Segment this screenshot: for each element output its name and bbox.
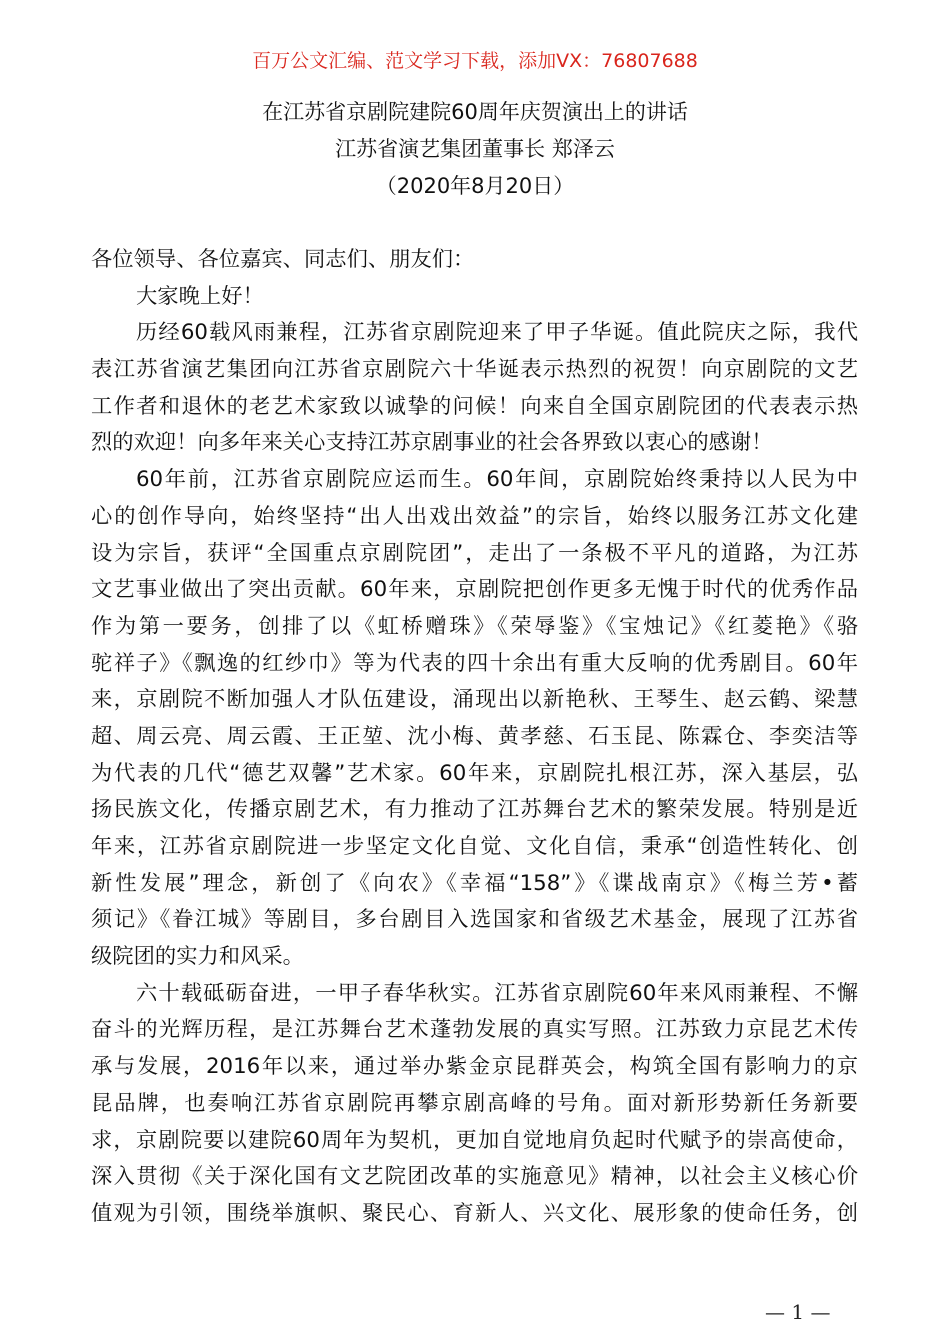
text-line: 来，京剧院不断加强人才队伍建设，涌现出以新艳秋、王琴生、赵云鹤、梁慧 — [91, 687, 858, 713]
watermark-header: 百万公文汇编、范文学习下载，添加VX：76807688 — [252, 50, 698, 72]
paragraph — [91, 976, 858, 1233]
text-line: 六十载砥砺奋进，一甲子春华秋实。江苏省京剧院60年来风雨兼程、不懈 — [136, 980, 858, 1006]
paragraph — [91, 462, 858, 976]
text-line: 为代表的几代“德艺双馨”艺术家。60年来，京剧院扎根江苏，深入基层，弘 — [91, 760, 858, 786]
text-line: 烈的欢迎！向多年来关心支持江苏京剧事业的社会各界致以衷心的感谢！ — [91, 430, 773, 456]
text-line: 年来，江苏省京剧院进一步坚定文化自觉、文化自信，秉承“创造性转化、创 — [91, 834, 858, 859]
text-line: 扬民族文化，传播京剧艺术，有力推动了江苏舞台艺术的繁荣发展。特别是近 — [91, 797, 858, 823]
paragraph — [91, 315, 858, 462]
paragraph — [91, 242, 858, 279]
text-line: 深入贯彻《关于深化国有文艺院团改革的实施意见》精神，以社会主义核心价 — [91, 1164, 858, 1190]
text-line: 各位领导、各位嘉宾、同志们、朋友们： — [91, 247, 475, 272]
text-line: 奋斗的光辉历程，是江苏舞台艺术蓬勃发展的真实写照。江苏致力京昆艺术传 — [91, 1017, 858, 1043]
text-line: 超、周云亮、周云霞、王正堃、沈小梅、黄孝慈、石玉昆、陈霖仓、李奕洁等 — [91, 723, 858, 749]
text-line: 工作者和退休的老艺术家致以诚挚的问候！向来自全国京剧院团的代表表示热 — [91, 393, 858, 419]
speaker-line: 江苏省演艺集团董事长 郑泽云 — [335, 137, 615, 161]
text-line: 心的创作导向，始终坚持“出人出戏出效益”的宗旨，始终以服务江苏文化建 — [91, 503, 858, 529]
text-line: 作为第一要务，创排了以《虹桥赠珠》《荣辱鉴》《宝烛记》《红菱艳》《骆 — [91, 613, 858, 639]
text-line: 须记》《眷江城》等剧目，多台剧目入选国家和省级艺术基金，展现了江苏省 — [91, 907, 858, 933]
document-title-block — [0, 94, 950, 205]
text-line: 大家晚上好！ — [136, 283, 264, 309]
text-line: 文艺事业做出了突出贡献。60年来，京剧院把创作更多无愧于时代的优秀作品 — [91, 577, 858, 603]
text-line: 承与发展，2016年以来，通过举办紫金京昆群英会，构筑全国有影响力的京 — [91, 1054, 858, 1080]
text-line: 级院团的实力和风采。 — [91, 944, 304, 970]
text-line: 昆品牌，也奏响江苏省京剧院再攀京剧高峰的号角。面对新形势新任务新要 — [91, 1090, 858, 1116]
paragraph — [91, 279, 858, 316]
text-line: 历经60载风雨兼程，江苏省京剧院迎来了甲子华诞。值此院庆之际，我代 — [136, 320, 858, 346]
text-line: 求，京剧院要以建院60周年为契机，更加自觉地肩负起时代赋予的崇高使命， — [91, 1127, 858, 1153]
document-body — [91, 242, 858, 1233]
document-title: 在江苏省京剧院建院60周年庆贺演出上的讲话 — [262, 100, 688, 124]
date-line: （2020年8月20日） — [375, 174, 575, 198]
text-line: 设为宗旨，获评“全国重点京剧院团”，走出了一条极不平凡的道路，为江苏 — [91, 540, 858, 566]
text-line: 表江苏省演艺集团向江苏省京剧院六十华诞表示热烈的祝贺！向京剧院的文艺 — [91, 357, 858, 383]
text-line: 新性发展”理念，新创了《向农》《幸福“158”》《谍战南京》《梅兰芳•蓄 — [91, 870, 858, 896]
text-line: 驼祥子》《飘逸的红纱巾》等为代表的四十余出有重大反响的优秀剧目。60年 — [91, 650, 858, 676]
text-line: 值观为引领，围绕举旗帜、聚民心、育新人、兴文化、展形象的使命任务，创 — [91, 1200, 858, 1226]
text-line: 60年前，江苏省京剧院应运而生。60年间，京剧院始终秉持以人民为中 — [136, 467, 858, 493]
page-number: — 1 — — [765, 1300, 831, 1324]
